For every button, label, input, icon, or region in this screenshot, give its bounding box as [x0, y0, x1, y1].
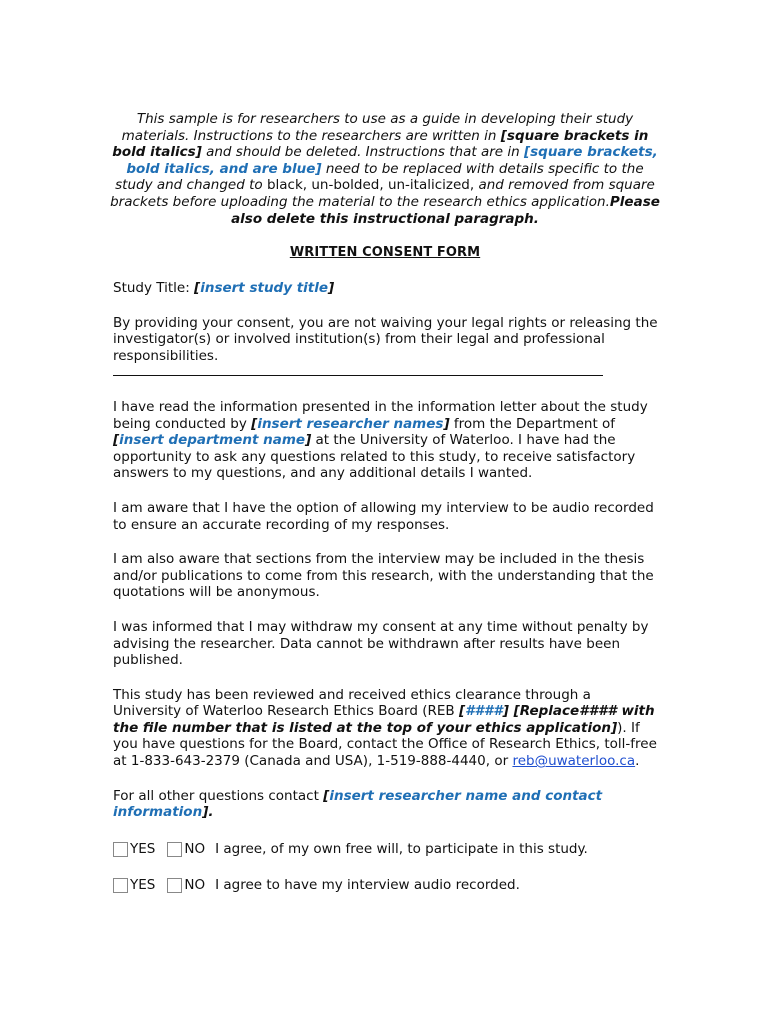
- rights-paragraph: By providing your consent, you are not waiving your legal rights or releasing the investigator(s) or involved institution(s) from their legal and professional responsibilities.: [113, 314, 658, 364]
- audio-paragraph: I am aware that I have the option of allowing my interview to be audio recorded to ensure an accurate recording of my responses.: [113, 499, 654, 533]
- intro-bold-2: Please also delete this instructional paragraph.: [231, 193, 660, 227]
- study-title-line: [113, 280, 658, 297]
- bracket-close: ].: [202, 804, 214, 821]
- intro-text-1: This sample is for researchers to use as a guide in developing their study materials. Instructions to the researchers are written in: [121, 111, 634, 144]
- bracket-open: [: [458, 703, 466, 720]
- bracket-open: [: [113, 432, 120, 449]
- yes-checkbox[interactable]: [113, 842, 128, 857]
- ethics-text-3: .: [635, 753, 640, 770]
- info-text-2: from the Department of: [449, 415, 616, 432]
- ethics-text-2: ). If you have questions for the Board, contact the Office of Research Ethics, toll-free at 1-833-643-2379 (Canada and USA), 1-519-888-4440, or: [113, 719, 657, 770]
- researcher-names-placeholder: insert researcher names: [257, 415, 444, 432]
- yes-checkbox[interactable]: [113, 878, 128, 893]
- form-heading: WRITTEN CONSENT FORM: [289, 245, 481, 260]
- separator-line: [113, 364, 658, 381]
- replace-instruction: [Replace#### with the file number that is listed at the top of your ethics application]: [113, 703, 655, 736]
- ethics-text-1: This study has been reviewed and received ethics clearance through a University of Waterloo Research Ethics Board (REB: [113, 686, 591, 720]
- intro-text-3: need to be replaced with details specific to the study and changed to: [115, 160, 644, 194]
- information-paragraph: [113, 399, 658, 482]
- form-body: [113, 280, 658, 913]
- no-checkbox[interactable]: [167, 842, 182, 857]
- no-checkbox[interactable]: [167, 878, 182, 893]
- ethics-paragraph: [113, 687, 658, 770]
- consent-row-participate: [113, 841, 658, 858]
- info-text-1: I have read the information presented in the information letter about the study being conducted by: [113, 398, 648, 432]
- bracket-open: [: [323, 787, 330, 804]
- bracket-close: ]: [443, 415, 450, 432]
- bracket-open: [: [251, 415, 258, 432]
- bracket-close: ]: [305, 432, 312, 449]
- contact-text-1: For all other questions contact: [113, 787, 324, 804]
- yes-label: YES: [130, 877, 156, 894]
- bracket-close: ]: [328, 280, 335, 296]
- consent-statement: I agree to have my interview audio recorded.: [215, 877, 520, 894]
- bracket-open: [: [194, 280, 201, 296]
- contact-paragraph: [113, 788, 658, 821]
- study-title-label: Study Title:: [113, 280, 195, 296]
- intro-text-2: and should be deleted. Instructions that are in: [201, 144, 524, 161]
- intro-blue-1: [square brackets, bold italics, and are blue]: [126, 144, 658, 177]
- file-number-placeholder: ####: [465, 703, 503, 720]
- no-label: NO: [184, 877, 206, 894]
- department-name-placeholder: insert department name: [119, 432, 306, 449]
- contact-placeholder: insert researcher name and contact information: [113, 787, 603, 821]
- intro-text-4: and removed from square brackets before uploading the material to the research ethics application.: [110, 177, 655, 210]
- intro-bold-1: [square brackets in bold italics]: [112, 127, 649, 161]
- yes-label: YES: [130, 841, 156, 858]
- consent-row-audio: [113, 877, 658, 894]
- withdraw-paragraph: I was informed that I may withdraw my consent at any time without penalty by advising the researcher. Data cannot be withdrawn after results have been published.: [113, 618, 649, 669]
- consent-statement: I agree, of my own free will, to participate in this study.: [215, 841, 588, 858]
- instruction-paragraph: [110, 111, 660, 227]
- info-text-3: at the University of Waterloo. I have had the opportunity to ask any questions related to this study, to receive satisfactory answers to my questions, and any additional details I wanted.: [113, 432, 636, 482]
- study-title-placeholder: insert study title: [200, 280, 329, 296]
- reb-email-link[interactable]: reb@uwaterloo.ca: [512, 753, 636, 770]
- quotation-paragraph: I am also aware that sections from the interview may be included in the thesis and/or publications to come from this research, with the understanding that the quotations will be anonymous.: [113, 551, 654, 601]
- intro-plain-1: black, un-bolded, un-italicized,: [266, 177, 475, 194]
- bracket-close: ]: [502, 703, 509, 720]
- no-label: NO: [184, 841, 206, 858]
